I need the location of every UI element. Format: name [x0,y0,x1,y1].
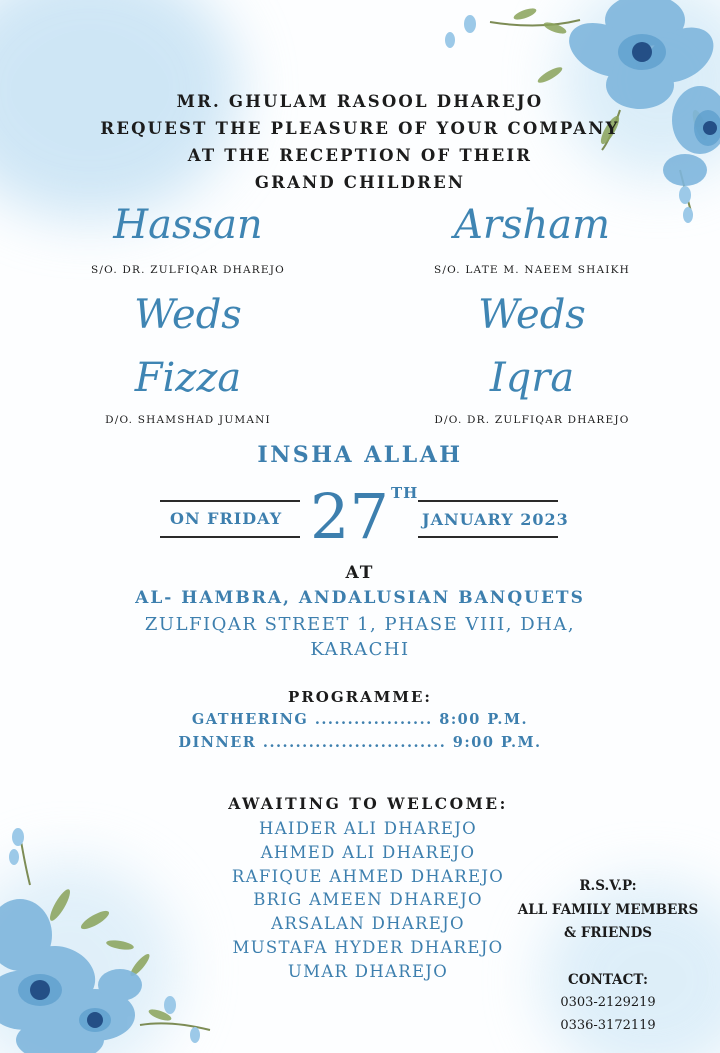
groom-name-right: Arsham [453,202,611,248]
rsvp-line-2: & FRIENDS [563,925,653,941]
venue-address [0,612,720,662]
list-item: UMAR DHAREJO [287,961,449,981]
date-number: 27 [310,480,389,553]
host-message [0,88,720,196]
address-line-2: KARACHI [310,639,410,660]
bride-relation-left: D/O. SHAMSHAD JUMANI [105,414,271,426]
bride-name-right: Iqra [489,355,575,401]
insha-allah: INSHA ALLAH [257,442,463,468]
groom-relation-right: S/O. LATE M. NAEEM SHAIKH [433,264,631,276]
list-item: MUSTAFA HYDER DHAREJO [232,937,504,957]
list-item: BRIG AMEEN DHAREJO [253,890,483,910]
date-month-year: JANUARY 2023 [422,510,569,529]
weds-right: Weds [478,292,586,338]
host-line-4: GRAND CHILDREN [254,173,466,192]
programme-heading: PROGRAMME: [288,688,432,706]
list-item: ARSALAN DHAREJO [271,914,465,934]
at-label: AT [345,563,375,583]
bride-relation-right: D/O. DR. ZULFIQAR DHAREJO [434,414,630,426]
contact-heading: CONTACT: [568,972,648,988]
host-line-1: MR. GHULAM RASOOL DHAREJO [176,92,544,111]
contact-phone-1: 0303-2129219 [560,995,656,1010]
date-day: ON FRIDAY [170,509,283,528]
rsvp-line-1: ALL FAMILY MEMBERS [517,902,699,918]
date-rule-bottom-right [418,536,558,538]
host-line-2: REQUEST THE PLEASURE OF YOUR COMPANY [100,119,620,138]
date-rule-top-right [418,500,558,502]
list-item: HAIDER ALI DHAREJO [259,819,477,838]
list-item: RAFIQUE AHMED DHAREJO [231,866,505,886]
date-rule-bottom-left [160,536,300,538]
address-line-1: ZULFIQAR STREET 1, PHASE VIII, DHA, [144,614,576,635]
host-line-3: AT THE RECEPTION OF THEIR [187,146,533,165]
bride-name-left: Fizza [134,355,242,401]
awaiting-names-list [158,817,578,984]
list-item: AHMED ALI DHAREJO [260,842,476,862]
weds-left: Weds [134,292,242,338]
venue-name: AL- HAMBRA, ANDALUSIAN BANQUETS [135,588,585,608]
awaiting-heading: AWAITING TO WELCOME: [228,794,508,813]
groom-name-left: Hassan [113,202,263,248]
rsvp-heading: R.S.V.P: [579,878,637,894]
contact-phone-2: 0336-3172119 [560,1018,656,1033]
date-suffix: TH [391,484,419,502]
programme-dinner: DINNER ............................ 9:00 P.M. [178,734,542,751]
groom-relation-left: S/O. DR. ZULFIQAR DHAREJO [91,264,285,276]
date-rule-top-left [160,500,300,502]
programme-gathering: GATHERING .................. 8:00 P.M. [191,711,529,728]
